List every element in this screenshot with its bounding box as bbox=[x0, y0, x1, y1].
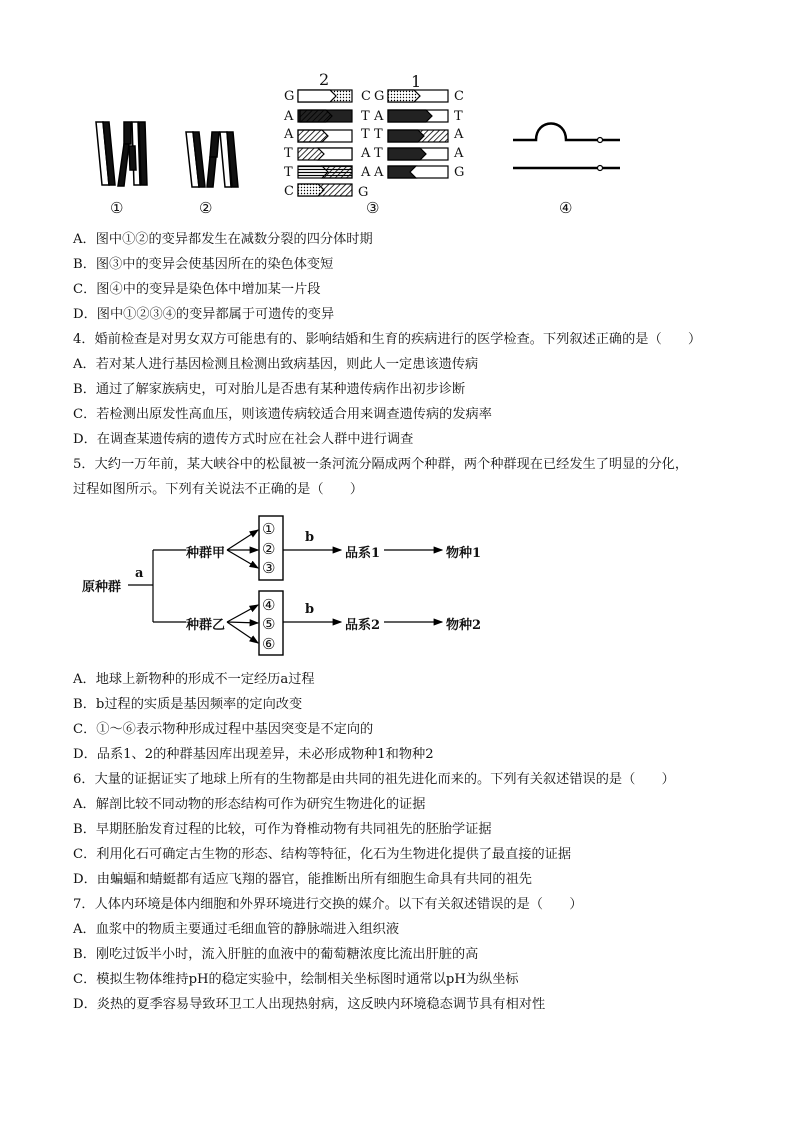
figure-label-2: ② bbox=[199, 199, 213, 217]
diagram-box1-item1: ① bbox=[262, 520, 276, 538]
q5-option-c: C．①～⑥表示物种形成过程中基因突变是不定向的 bbox=[73, 722, 374, 737]
base-midleft-5: G bbox=[358, 185, 369, 200]
q5-option-a: A．地球上新物种的形成不一定经历a过程 bbox=[73, 672, 315, 687]
base-midright-0: G bbox=[374, 89, 385, 104]
base-midleft-3: A bbox=[361, 146, 371, 161]
base-midleft-0: C bbox=[361, 89, 371, 104]
q5-option-d: D．品系1、2的种群基因库出现差异，未必形成物种1和物种2 bbox=[73, 747, 434, 762]
q7-stem: 7．人体内环境是体内细胞和外界环境进行交换的媒介。以下有关叙述错误的是（ ） bbox=[73, 897, 583, 912]
q4-option-a: A．若对某人进行基因检测且检测出致病基因，则此人一定患该遗传病 bbox=[73, 357, 479, 372]
base-left-0: G bbox=[284, 89, 295, 104]
q6-stem: 6．大量的证据证实了地球上所有的生物都是由共同的祖先进化而来的。下列有关叙述错误的是（ ） bbox=[73, 772, 675, 787]
figure-label-4: ④ bbox=[559, 199, 573, 217]
base-midright-3: T bbox=[374, 146, 383, 161]
q3-option-b: B．图③中的变异会使基因所在的染色体变短 bbox=[73, 257, 334, 272]
q7-option-c: C．模拟生物体维持pH的稳定实验中，绘制相关坐标图时通常以pH为纵坐标 bbox=[73, 972, 519, 987]
q6-option-d: D．由蝙蝠和蜻蜓都有适应飞翔的器官，能推断出所有细胞生命具有共同的祖先 bbox=[73, 872, 532, 887]
base-right-2: A bbox=[454, 127, 464, 142]
q6-option-a: A．解剖比较不同动物的形态结构可作为研究生物进化的证据 bbox=[73, 797, 426, 812]
base-left-3: T bbox=[284, 146, 293, 161]
diagram-species2: 物种2 bbox=[446, 618, 482, 633]
strand-number-2: 2 bbox=[319, 70, 330, 89]
base-midright-4: A bbox=[374, 165, 384, 180]
figure-label-1: ① bbox=[110, 199, 124, 217]
q4-option-b: B．通过了解家族病史，可对胎儿是否患有某种遗传病作出初步诊断 bbox=[73, 382, 466, 397]
base-right-1: T bbox=[454, 109, 463, 124]
q5-stem-line2: 过程如图所示。下列有关说法不正确的是（ ） bbox=[73, 482, 364, 497]
q3-option-c: C．图④中的变异是染色体中增加某一片段 bbox=[73, 282, 321, 297]
chromosome-variation-figure bbox=[0, 60, 794, 220]
figure-3-dna bbox=[298, 90, 448, 196]
diagram-pop2: 种群乙 bbox=[186, 618, 226, 633]
diagram-box1-item2: ② bbox=[262, 540, 276, 558]
diagram-box2-item2: ⑤ bbox=[262, 615, 276, 633]
q7-option-d: D．炎热的夏季容易导致环卫工人出现热射病，这反映内环境稳态调节具有相对性 bbox=[73, 997, 546, 1012]
diagram-box2-item3: ⑥ bbox=[262, 635, 276, 653]
q3-option-a: A．图中①②的变异都发生在减数分裂的四分体时期 bbox=[73, 232, 373, 247]
figure-4-loop bbox=[513, 124, 620, 171]
q5-stem-line1: 5．大约一万年前，某大峡谷中的松鼠被一条河流分隔成两个种群，两个种群现在已经发生了明显的分化， bbox=[73, 457, 689, 472]
base-midright-2: T bbox=[374, 127, 383, 142]
q5-option-b: B．b过程的实质是基因频率的定向改变 bbox=[73, 697, 303, 712]
figure-1-chromosomes bbox=[96, 122, 147, 186]
q7-option-b: B．刚吃过饭半小时，流入肝脏的血液中的葡萄糖浓度比流出肝脏的高 bbox=[73, 947, 479, 962]
base-midleft-4: A bbox=[361, 165, 371, 180]
q3-option-d: D．图中①②③④的变异都属于可遗传的变异 bbox=[73, 307, 335, 322]
diagram-pop1: 种群甲 bbox=[186, 546, 226, 561]
base-midleft-2: T bbox=[361, 127, 370, 142]
figure-label-3: ③ bbox=[366, 199, 380, 217]
base-right-4: G bbox=[454, 165, 465, 180]
strand-number-1: 1 bbox=[411, 72, 422, 91]
q6-option-c: C．利用化石可确定古生物的形态、结构等特征，化石为生物进化提供了最直接的证据 bbox=[73, 847, 572, 862]
base-right-3: A bbox=[454, 146, 464, 161]
q4-option-c: C．若检测出原发性高血压，则该遗传病较适合用来调查遗传病的发病率 bbox=[73, 407, 492, 422]
diagram-label-a: a bbox=[135, 566, 144, 581]
diagram-origin: 原种群 bbox=[82, 580, 122, 595]
base-left-5: C bbox=[284, 184, 294, 199]
base-left-4: T bbox=[284, 165, 293, 180]
diagram-strain1: 品系1 bbox=[345, 546, 381, 561]
base-left-1: A bbox=[284, 109, 294, 124]
diagram-strain2: 品系2 bbox=[345, 618, 381, 633]
q7-option-a: A．血浆中的物质主要通过毛细血管的静脉端进入组织液 bbox=[73, 922, 400, 937]
q4-option-d: D．在调查某遗传病的遗传方式时应在社会人群中进行调查 bbox=[73, 432, 414, 447]
base-midright-1: A bbox=[374, 109, 384, 124]
diagram-box2-item1: ④ bbox=[262, 596, 276, 614]
base-right-0: C bbox=[454, 89, 464, 104]
q6-option-b: B．早期胚胎发育过程的比较，可作为脊椎动物有共同祖先的胚胎学证据 bbox=[73, 822, 492, 837]
diagram-box1-item3: ③ bbox=[262, 559, 276, 577]
diagram-label-b-top: b bbox=[305, 530, 315, 545]
figure-2-chromosomes bbox=[186, 132, 238, 187]
base-midleft-1: T bbox=[361, 109, 370, 124]
diagram-label-b-bottom: b bbox=[305, 602, 315, 617]
q4-stem: 4．婚前检查是对男女双方可能患有的、影响结婚和生育的疾病进行的医学检查。下列叙述正确的是（ ） bbox=[73, 332, 702, 347]
diagram-species1: 物种1 bbox=[446, 546, 482, 561]
base-left-2: A bbox=[284, 127, 294, 142]
